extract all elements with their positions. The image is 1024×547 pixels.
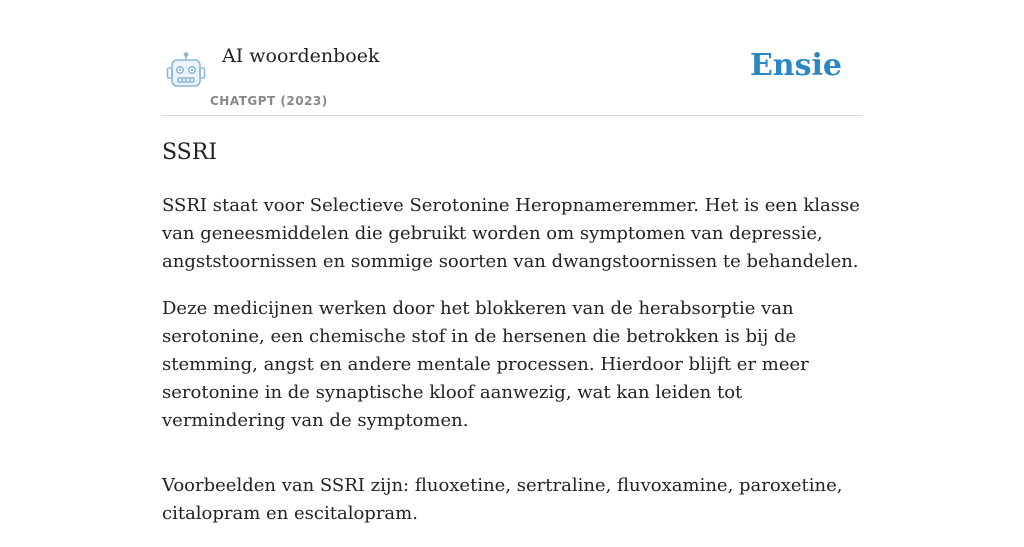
entry-header — [162, 0, 862, 116]
entry-term: SSRI — [162, 140, 218, 165]
definition-paragraph: SSRI staat voor Selectieve Serotonine Heropnameremmer. Het is een klasse van geneesmiddelen die gebruikt worden om symptomen van depressie, angststoornissen en sommige soorten van dwangstoornissen te behandelen. — [162, 195, 860, 272]
entry-card — [162, 0, 862, 524]
definition-paragraph: Deze medicijnen werken door het blokkeren van de herabsorptie van serotonine, een chemische stof in de hersenen die betrokken is bij de stemming, angst en andere mentale processen. Hierdoor blijft er meer serotonine in de synaptische kloof aanwezig, wat kan leiden tot vermindering van de symptomen. — [162, 298, 809, 431]
definition-paragraph: Voorbeelden van SSRI zijn: fluoxetine, sertraline, fluvoxamine, paroxetine, citalopram en escitalopram. — [162, 475, 843, 524]
dictionary-title[interactable]: AI woordenboek — [222, 45, 380, 67]
source-label: CHATGPT (2023) — [210, 94, 328, 108]
brand-logo[interactable]: Ensie — [749, 48, 842, 83]
entry-definition — [162, 192, 862, 547]
robot-icon — [166, 52, 206, 90]
